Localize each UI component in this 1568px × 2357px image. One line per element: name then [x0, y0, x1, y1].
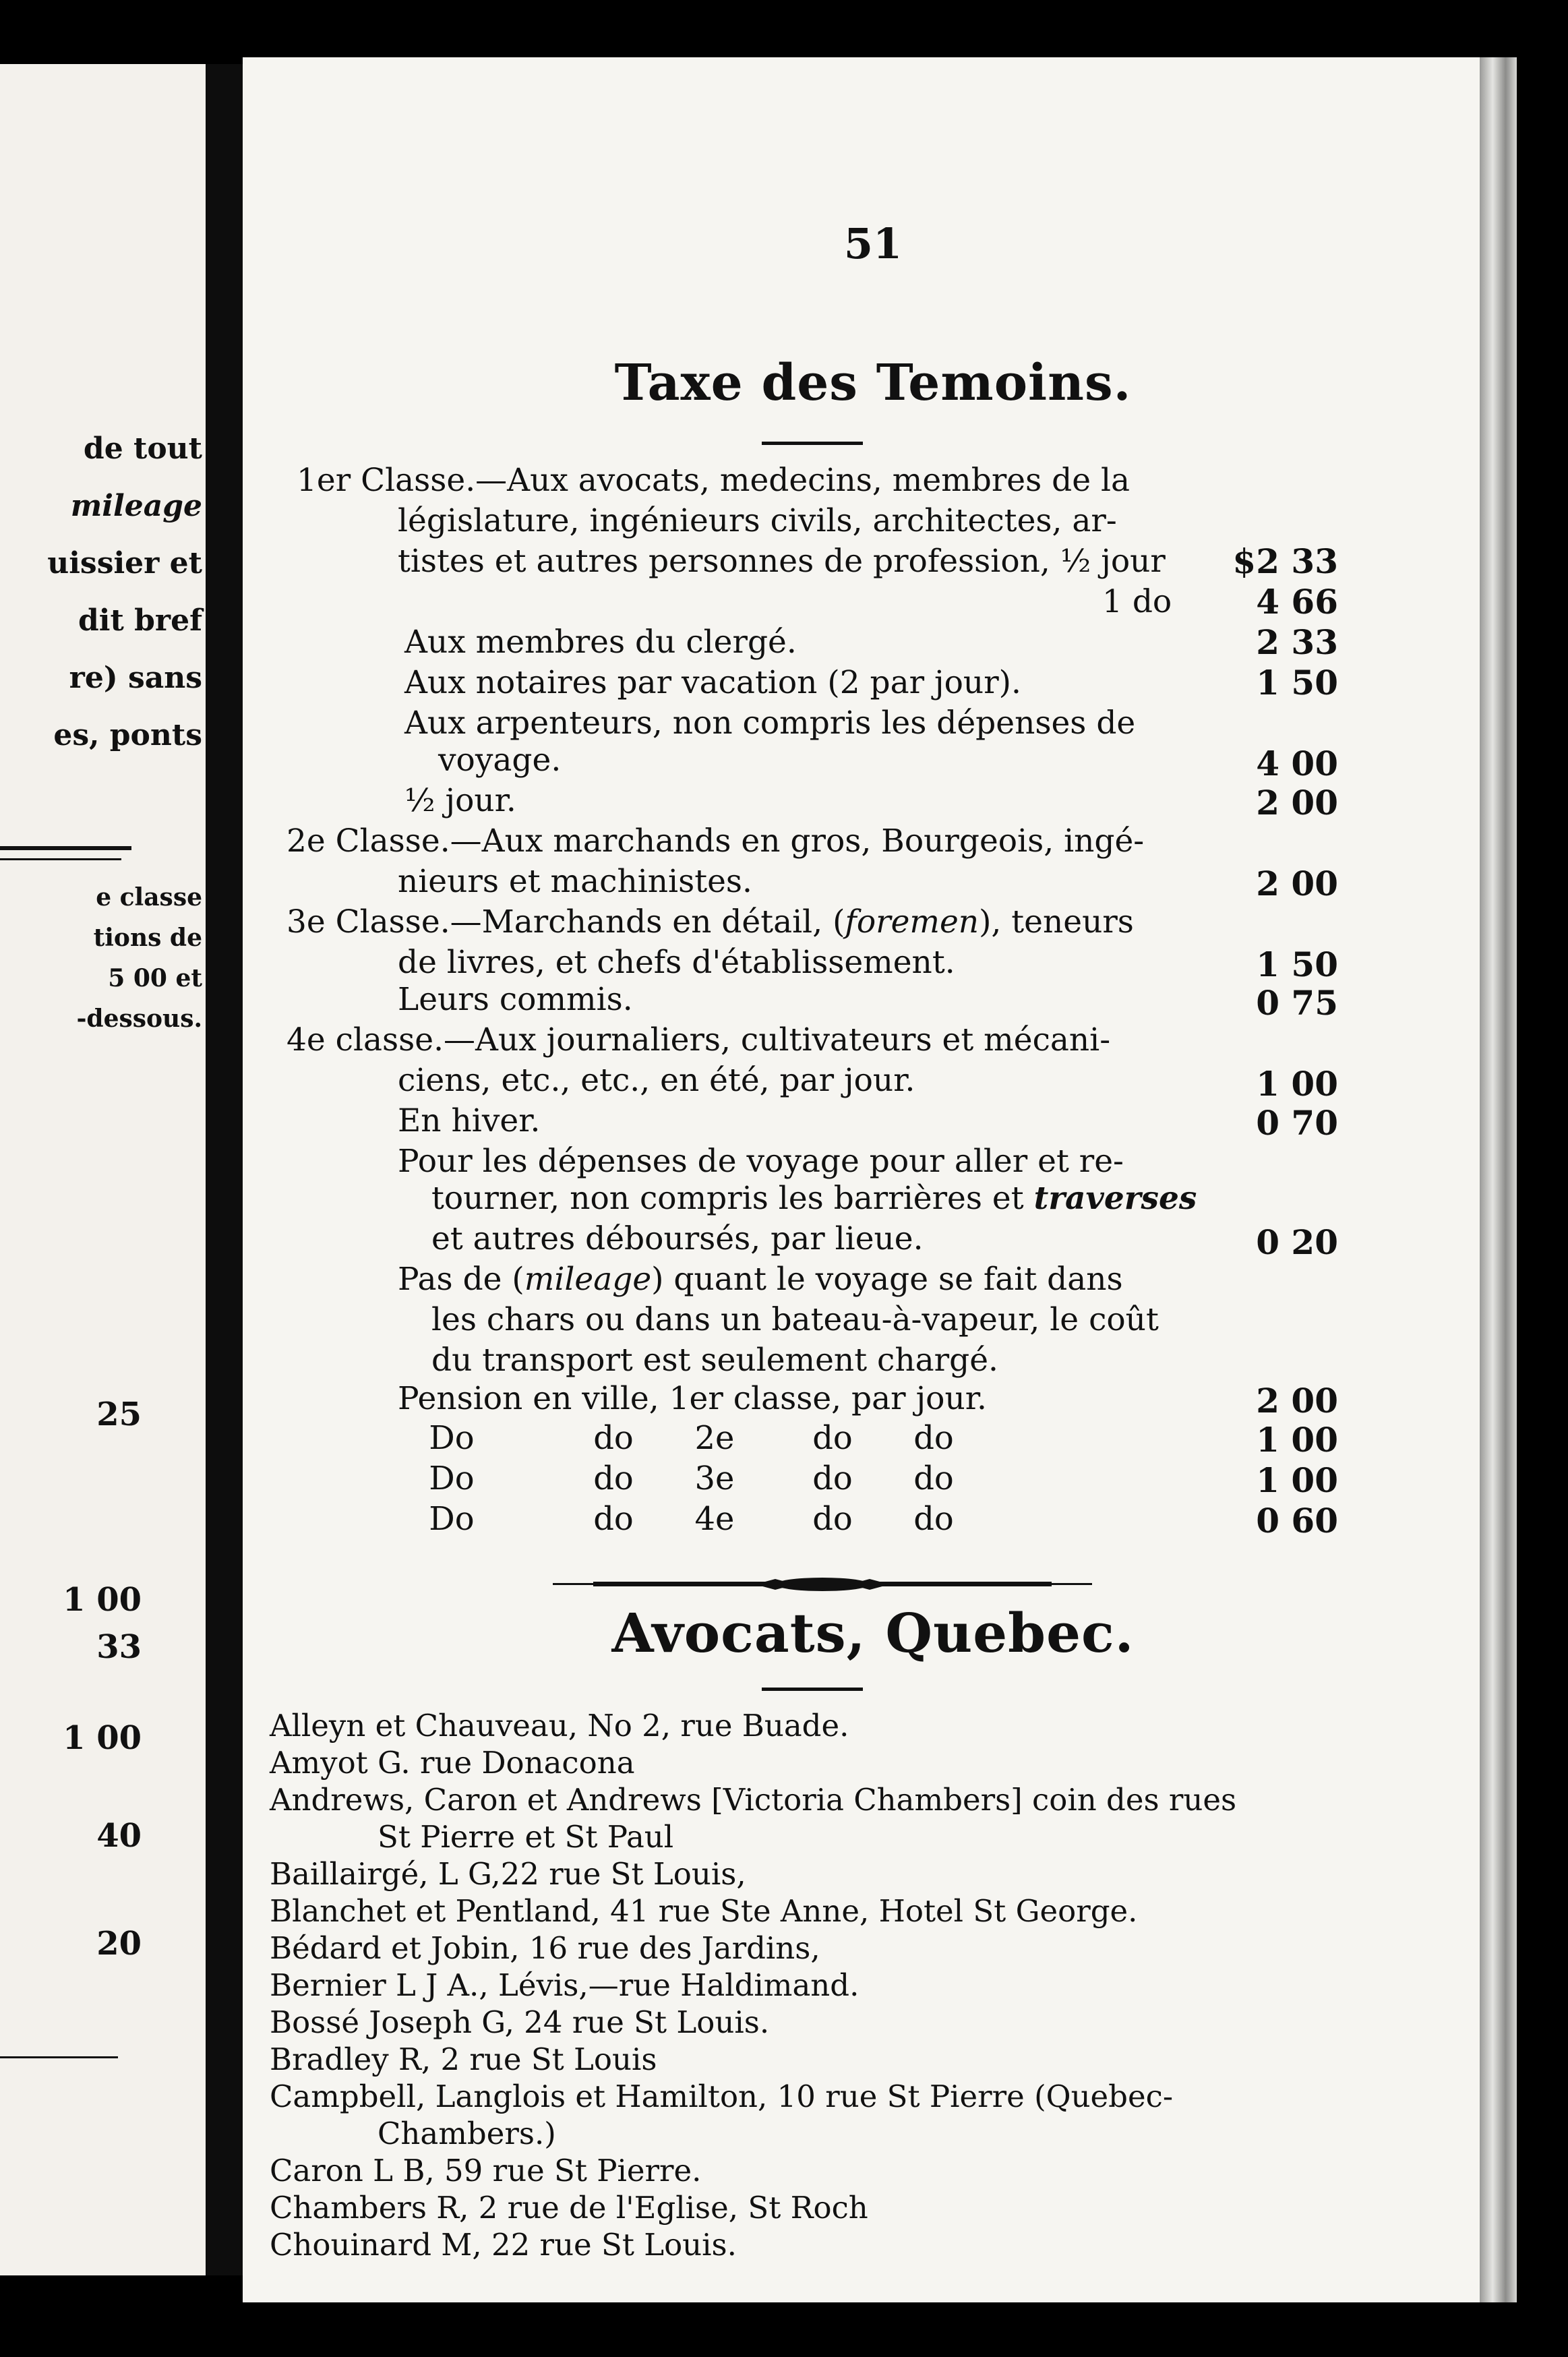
taxe-line: ½ jour.	[404, 782, 516, 819]
lawyer-entry: Chouinard M, 22 rue St Louis.	[270, 2227, 737, 2263]
title-rule	[762, 1688, 863, 1691]
lawyer-entry: Chambers R, 2 rue de l'Eglise, St Roch	[270, 2190, 868, 2226]
fee-amount: 1 00	[1256, 1064, 1338, 1104]
left-rule	[0, 858, 121, 860]
fee-amount: 0 20	[1256, 1222, 1338, 1262]
page-number: 51	[843, 219, 903, 268]
left-number: 1 00	[63, 1719, 142, 1757]
pension-cell: 3e	[694, 1460, 735, 1497]
taxe-line: En hiver.	[398, 1102, 541, 1139]
lawyer-entry: Bradley R, 2 rue St Louis	[270, 2041, 657, 2077]
pension-cell: do	[593, 1419, 634, 1457]
taxe-line: tistes et autres personnes de profession, ½ jour	[398, 543, 1166, 580]
left-rule	[0, 846, 131, 850]
ornamental-divider	[553, 1576, 1092, 1592]
lawyer-entry: Andrews, Caron et Andrews [Victoria Chambers] coin des rues	[270, 1782, 1237, 1818]
taxe-line: les chars ou dans un bateau-à-vapeur, le coût	[431, 1301, 1159, 1338]
taxe-line: de livres, et chefs d'établissement.	[398, 944, 955, 981]
pension-cell: do	[812, 1419, 853, 1457]
title-rule	[762, 442, 863, 445]
taxe-line: 2e Classe.—Aux marchands en gros, Bourgeois, ingé-	[287, 823, 1145, 860]
taxe-line: voyage.	[438, 742, 562, 779]
lawyer-entry: Bossé Joseph G, 24 rue St Louis.	[270, 2004, 770, 2040]
section-title-avocats: Avocats, Quebec.	[611, 1601, 1135, 1665]
taxe-line: Aux notaires par vacation (2 par jour).	[404, 664, 1021, 701]
lawyer-entry: St Pierre et St Paul	[378, 1819, 674, 1855]
left-facing-page	[0, 64, 206, 2275]
left-text-line: e classe	[96, 883, 202, 912]
taxe-line: législature, ingénieurs civils, architectes, ar-	[398, 502, 1117, 539]
book-gutter	[206, 64, 243, 2275]
fee-amount: 1 00	[1256, 1420, 1338, 1460]
fee-amount: 0 75	[1256, 983, 1338, 1023]
left-number: 40	[96, 1817, 142, 1855]
lawyer-entry: Bernier L J A., Lévis,—rue Haldimand.	[270, 1967, 860, 2003]
lawyer-entry: Caron L B, 59 rue St Pierre.	[270, 2153, 702, 2188]
lawyer-entry: Bédard et Jobin, 16 rue des Jardins,	[270, 1930, 820, 1966]
taxe-line: Pension en ville, 1er classe, par jour.	[398, 1380, 987, 1417]
taxe-line: Pas de (mileage) quant le voyage se fait dans	[398, 1261, 1123, 1298]
left-text-line: tions de	[93, 924, 202, 952]
fee-amount: 0 60	[1256, 1501, 1338, 1541]
taxe-line: tourner, non compris les barrières et traverses	[431, 1180, 1197, 1217]
pension-cell: Do	[429, 1460, 475, 1497]
left-text-line: es, ponts	[53, 718, 202, 752]
pension-cell: do	[593, 1460, 634, 1497]
fee-amount: 1 50	[1256, 945, 1338, 984]
pension-cell: Do	[429, 1500, 475, 1538]
fee-amount: 2 00	[1256, 783, 1338, 823]
left-text-line: -dessous.	[76, 1005, 202, 1033]
fee-amount: 2 00	[1256, 864, 1338, 903]
left-number: 25	[96, 1396, 142, 1433]
taxe-line: Aux membres du clergé.	[404, 624, 797, 661]
lawyer-entry: Baillairgé, L G,22 rue St Louis,	[270, 1856, 746, 1892]
taxe-line: Aux arpenteurs, non compris les dépenses de	[404, 705, 1136, 742]
left-number: 20	[96, 1925, 142, 1963]
left-number: 33	[96, 1628, 142, 1666]
taxe-line: 4e classe.—Aux journaliers, cultivateurs et mécani-	[287, 1021, 1111, 1058]
lawyer-entry: Campbell, Langlois et Hamilton, 10 rue St Pierre (Quebec-	[270, 2079, 1174, 2114]
pension-cell: 4e	[694, 1500, 735, 1538]
taxe-line: nieurs et machinistes.	[398, 863, 752, 900]
pension-cell: do	[913, 1460, 954, 1497]
fee-amount: 0 70	[1256, 1103, 1338, 1143]
fee-amount: 1 00	[1256, 1460, 1338, 1500]
pension-cell: do	[812, 1460, 853, 1497]
pension-cell: 2e	[694, 1419, 735, 1457]
left-text-line: re) sans	[69, 661, 202, 695]
fee-amount: 1 50	[1256, 663, 1338, 703]
taxe-line: 1er Classe.—Aux avocats, medecins, membres de la	[297, 462, 1130, 499]
left-number: 1 00	[63, 1581, 142, 1619]
section-title-taxe: Taxe des Temoins.	[614, 354, 1132, 412]
taxe-line: Pour les dépenses de voyage pour aller et re-	[398, 1143, 1124, 1180]
taxe-line: et autres déboursés, par lieue.	[431, 1220, 924, 1257]
fee-amount: 4 00	[1256, 744, 1338, 783]
fee-amount: 4 66	[1256, 582, 1338, 622]
taxe-line: Leurs commis.	[398, 981, 633, 1018]
pension-cell: do	[812, 1500, 853, 1538]
taxe-line: 3e Classe.—Marchands en détail, (foremen), teneurs	[287, 903, 1134, 941]
pension-cell: do	[913, 1500, 954, 1538]
page-edge	[1480, 57, 1517, 2302]
left-text-line: mileage	[70, 489, 202, 523]
left-text-line: uissier et	[47, 546, 202, 580]
fee-amount: 2 00	[1256, 1381, 1338, 1421]
left-text-line: dit bref	[78, 603, 202, 638]
taxe-line: du transport est seulement chargé.	[431, 1342, 998, 1379]
fee-amount: 2 33	[1256, 622, 1338, 662]
lawyer-entry: Amyot G. rue Donacona	[270, 1745, 635, 1781]
pension-cell: do	[913, 1419, 954, 1457]
taxe-line: ciens, etc., etc., en été, par jour.	[398, 1062, 915, 1099]
main-page	[243, 57, 1503, 2302]
fee-amount: $2 33	[1232, 541, 1338, 581]
pension-cell: do	[593, 1500, 634, 1538]
lawyer-entry: Chambers.)	[378, 2116, 556, 2151]
taxe-line: 1 do	[1102, 583, 1172, 620]
pension-cell: Do	[429, 1419, 475, 1457]
left-text-line: de tout	[83, 431, 202, 466]
lawyer-entry: Blanchet et Pentland, 41 rue Ste Anne, Hotel St George.	[270, 1893, 1138, 1929]
left-text-line: 5 00 et	[108, 964, 202, 992]
lawyer-entry: Alleyn et Chauveau, No 2, rue Buade.	[270, 1708, 849, 1743]
left-rule	[0, 2056, 118, 2058]
